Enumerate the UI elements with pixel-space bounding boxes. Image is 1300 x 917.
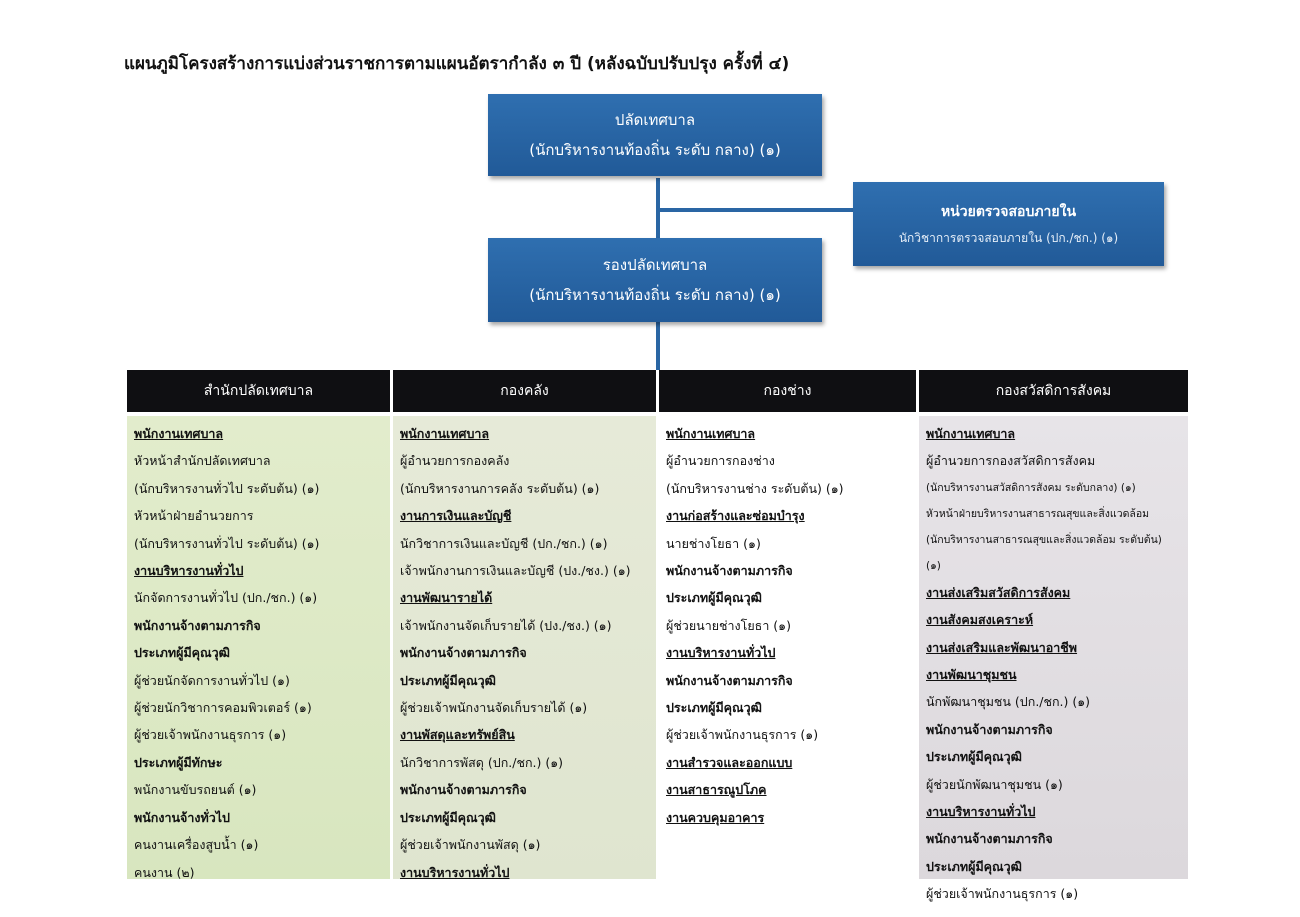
position-line: ผู้ช่วยเจ้าพนักงานจัดเก็บรายได้ (๑)	[400, 700, 588, 716]
category-label: พนักงานจ้างตามภารกิจ	[926, 721, 1053, 737]
municipal-clerk-title: ปลัดเทศบาล	[614, 111, 696, 129]
position-line: เจ้าพนักงานจัดเก็บรายได้ (ปง./ชง.) (๑)	[400, 617, 612, 633]
position-line: นักจัดการงานทั่วไป (ปก./ชก.) (๑)	[134, 590, 318, 606]
connector-to-audit	[658, 208, 854, 212]
position-line: คนงานเครื่องสูบน้ำ (๑)	[134, 837, 259, 853]
position-line: (นักบริหารงานทั่วไป ระดับต้น) (๑)	[134, 480, 320, 496]
position-line: ผู้ช่วยนายช่างโยธา (๑)	[666, 617, 791, 633]
section-heading: งานสำรวจและออกแบบ	[666, 754, 793, 770]
section-heading: งานบริหารงานทั่วไป	[926, 804, 1036, 820]
section-heading: งานสังคมสงเคราะห์	[926, 612, 1034, 628]
position-line: พนักงานขับรถยนต์ (๑)	[134, 782, 257, 798]
position-line: ผู้อำนวยการกองคลัง	[400, 453, 510, 469]
position-line: ผู้ช่วยนักจัดการงานทั่วไป (๑)	[134, 672, 290, 688]
position-line: (๑)	[926, 559, 941, 572]
position-line: นายช่างโยธา (๑)	[666, 535, 761, 551]
position-line: ผู้อำนวยการกองสวัสดิการสังคม	[926, 453, 1096, 469]
position-line: (นักบริหารงานการคลัง ระดับต้น) (๑)	[400, 480, 600, 496]
division-body-finance	[393, 416, 656, 879]
division-header-clerk-office: สำนักปลัดเทศบาล	[127, 370, 390, 412]
category-label: พนักงานจ้างทั่วไป	[134, 809, 230, 825]
municipal-clerk-box	[488, 94, 822, 176]
section-heading: งานก่อสร้างและซ่อมบำรุง	[666, 508, 805, 524]
division-header-social-welfare: กองสวัสดิการสังคม	[919, 370, 1188, 412]
position-line: ผู้ช่วยเจ้าพนักงานพัสดุ (๑)	[400, 837, 541, 853]
internal-audit-box	[853, 182, 1164, 266]
position-line: (นักบริหารงานสวัสดิการสังคม ระดับกลาง) (๑)	[926, 481, 1136, 494]
category-label: พนักงานจ้างตามภารกิจ	[400, 782, 527, 798]
position-line: คนงาน (๒)	[134, 864, 195, 880]
position-line: (นักบริหารงานทั่วไป ระดับต้น) (๑)	[134, 535, 320, 551]
internal-audit-title: หน่วยตรวจสอบภายใน	[940, 204, 1077, 220]
category-label: พนักงานจ้างตามภารกิจ	[134, 617, 261, 633]
position-line: ผู้ช่วยเจ้าพนักงานธุรการ (๑)	[926, 886, 1079, 902]
category-label: ประเภทผู้มีคุณวุฒิ	[666, 700, 762, 716]
section-heading: งานส่งเสริมสวัสดิการสังคม	[926, 584, 1071, 600]
section-heading: งานส่งเสริมและพัฒนาอาชีพ	[926, 639, 1078, 655]
municipal-clerk-position: (นักบริหารงานท้องถิ่น ระดับ กลาง) (๑)	[529, 141, 781, 159]
position-line: นักวิชาการเงินและบัญชี (ปก./ชก.) (๑)	[400, 535, 608, 551]
category-label: พนักงานจ้างตามภารกิจ	[926, 831, 1053, 847]
section-heading: งานควบคุมอาคาร	[666, 809, 765, 825]
position-line: (นักบริหารงานสาธารณสุขและสิ่งแวดล้อม ระดับต้น)	[926, 533, 1162, 546]
position-line: หัวหน้าฝ่ายบริหารงานสาธารณสุขและสิ่งแวดล้อม	[926, 507, 1150, 520]
position-line: ผู้อำนวยการกองช่าง	[666, 453, 775, 469]
position-line: หัวหน้าสำนักปลัดเทศบาล	[134, 453, 271, 469]
section-heading: งานพัฒนารายได้	[400, 590, 493, 606]
section-heading: งานบริหารงานทั่วไป	[666, 645, 776, 661]
section-heading: งานบริหารงานทั่วไป	[400, 864, 510, 880]
category-label: ประเภทผู้มีทักษะ	[134, 754, 223, 770]
chart-title: แผนภูมิโครงสร้างการแบ่งส่วนราชการตามแผนอัตรากำลัง ๓ ปี (หลังฉบับปรับปรุง ครั้งที่ ๔)	[124, 54, 790, 74]
connector-deputy-to-divisions	[656, 322, 660, 370]
position-line: เจ้าพนักงานการเงินและบัญชี (ปง./ชง.) (๑)	[400, 563, 631, 579]
position-line: (นักบริหารงานช่าง ระดับต้น) (๑)	[666, 480, 844, 496]
category-label: ประเภทผู้มีคุณวุฒิ	[926, 858, 1022, 874]
division-header-engineering: กองช่าง	[659, 370, 916, 412]
position-line: ผู้ช่วยเจ้าพนักงานธุรการ (๑)	[666, 727, 819, 743]
category-label: ประเภทผู้มีคุณวุฒิ	[400, 809, 496, 825]
position-line: นักพัฒนาชุมชน (ปก./ชก.) (๑)	[926, 694, 1091, 710]
section-heading: พนักงานเทศบาล	[666, 426, 756, 441]
category-label: ประเภทผู้มีคุณวุฒิ	[134, 645, 230, 661]
division-body-social-welfare	[919, 416, 1188, 902]
section-heading: งานการเงินและบัญชี	[400, 508, 512, 524]
section-heading: พนักงานเทศบาล	[400, 426, 490, 441]
section-heading: งานสาธารณูปโภค	[666, 782, 767, 798]
division-header-finance: กองคลัง	[393, 370, 656, 412]
category-label: ประเภทผู้มีคุณวุฒิ	[666, 590, 762, 606]
position-line: หัวหน้าฝ่ายอำนวยการ	[134, 508, 254, 524]
category-label: พนักงานจ้างตามภารกิจ	[400, 645, 527, 661]
division-body-clerk-office	[127, 416, 390, 879]
deputy-clerk-box	[488, 238, 822, 322]
division-body-engineering	[659, 416, 916, 879]
section-heading: พนักงานเทศบาล	[926, 426, 1016, 441]
position-line: ผู้ช่วยเจ้าพนักงานธุรการ (๑)	[134, 727, 287, 743]
section-heading: งานพัสดุและทรัพย์สิน	[400, 727, 515, 743]
category-label: ประเภทผู้มีคุณวุฒิ	[926, 749, 1022, 765]
position-line: ผู้ช่วยนักวิชาการคอมพิวเตอร์ (๑)	[134, 700, 312, 716]
section-heading: งานบริหารงานทั่วไป	[134, 563, 244, 579]
position-line: นักวิชาการพัสดุ (ปก./ชก.) (๑)	[400, 754, 564, 770]
deputy-clerk-position: (นักบริหารงานท้องถิ่น ระดับ กลาง) (๑)	[529, 286, 781, 304]
section-heading: งานพัฒนาชุมชน	[926, 667, 1017, 683]
category-label: ประเภทผู้มีคุณวุฒิ	[400, 672, 496, 688]
category-label: พนักงานจ้างตามภารกิจ	[666, 563, 793, 579]
internal-audit-position: นักวิชาการตรวจสอบภายใน (ปก./ชก.) (๑)	[898, 231, 1119, 245]
category-label: พนักงานจ้างตามภารกิจ	[666, 672, 793, 688]
deputy-clerk-title: รองปลัดเทศบาล	[602, 256, 708, 274]
section-heading: พนักงานเทศบาล	[134, 426, 224, 441]
position-line: ผู้ช่วยนักพัฒนาชุมชน (๑)	[926, 776, 1063, 792]
